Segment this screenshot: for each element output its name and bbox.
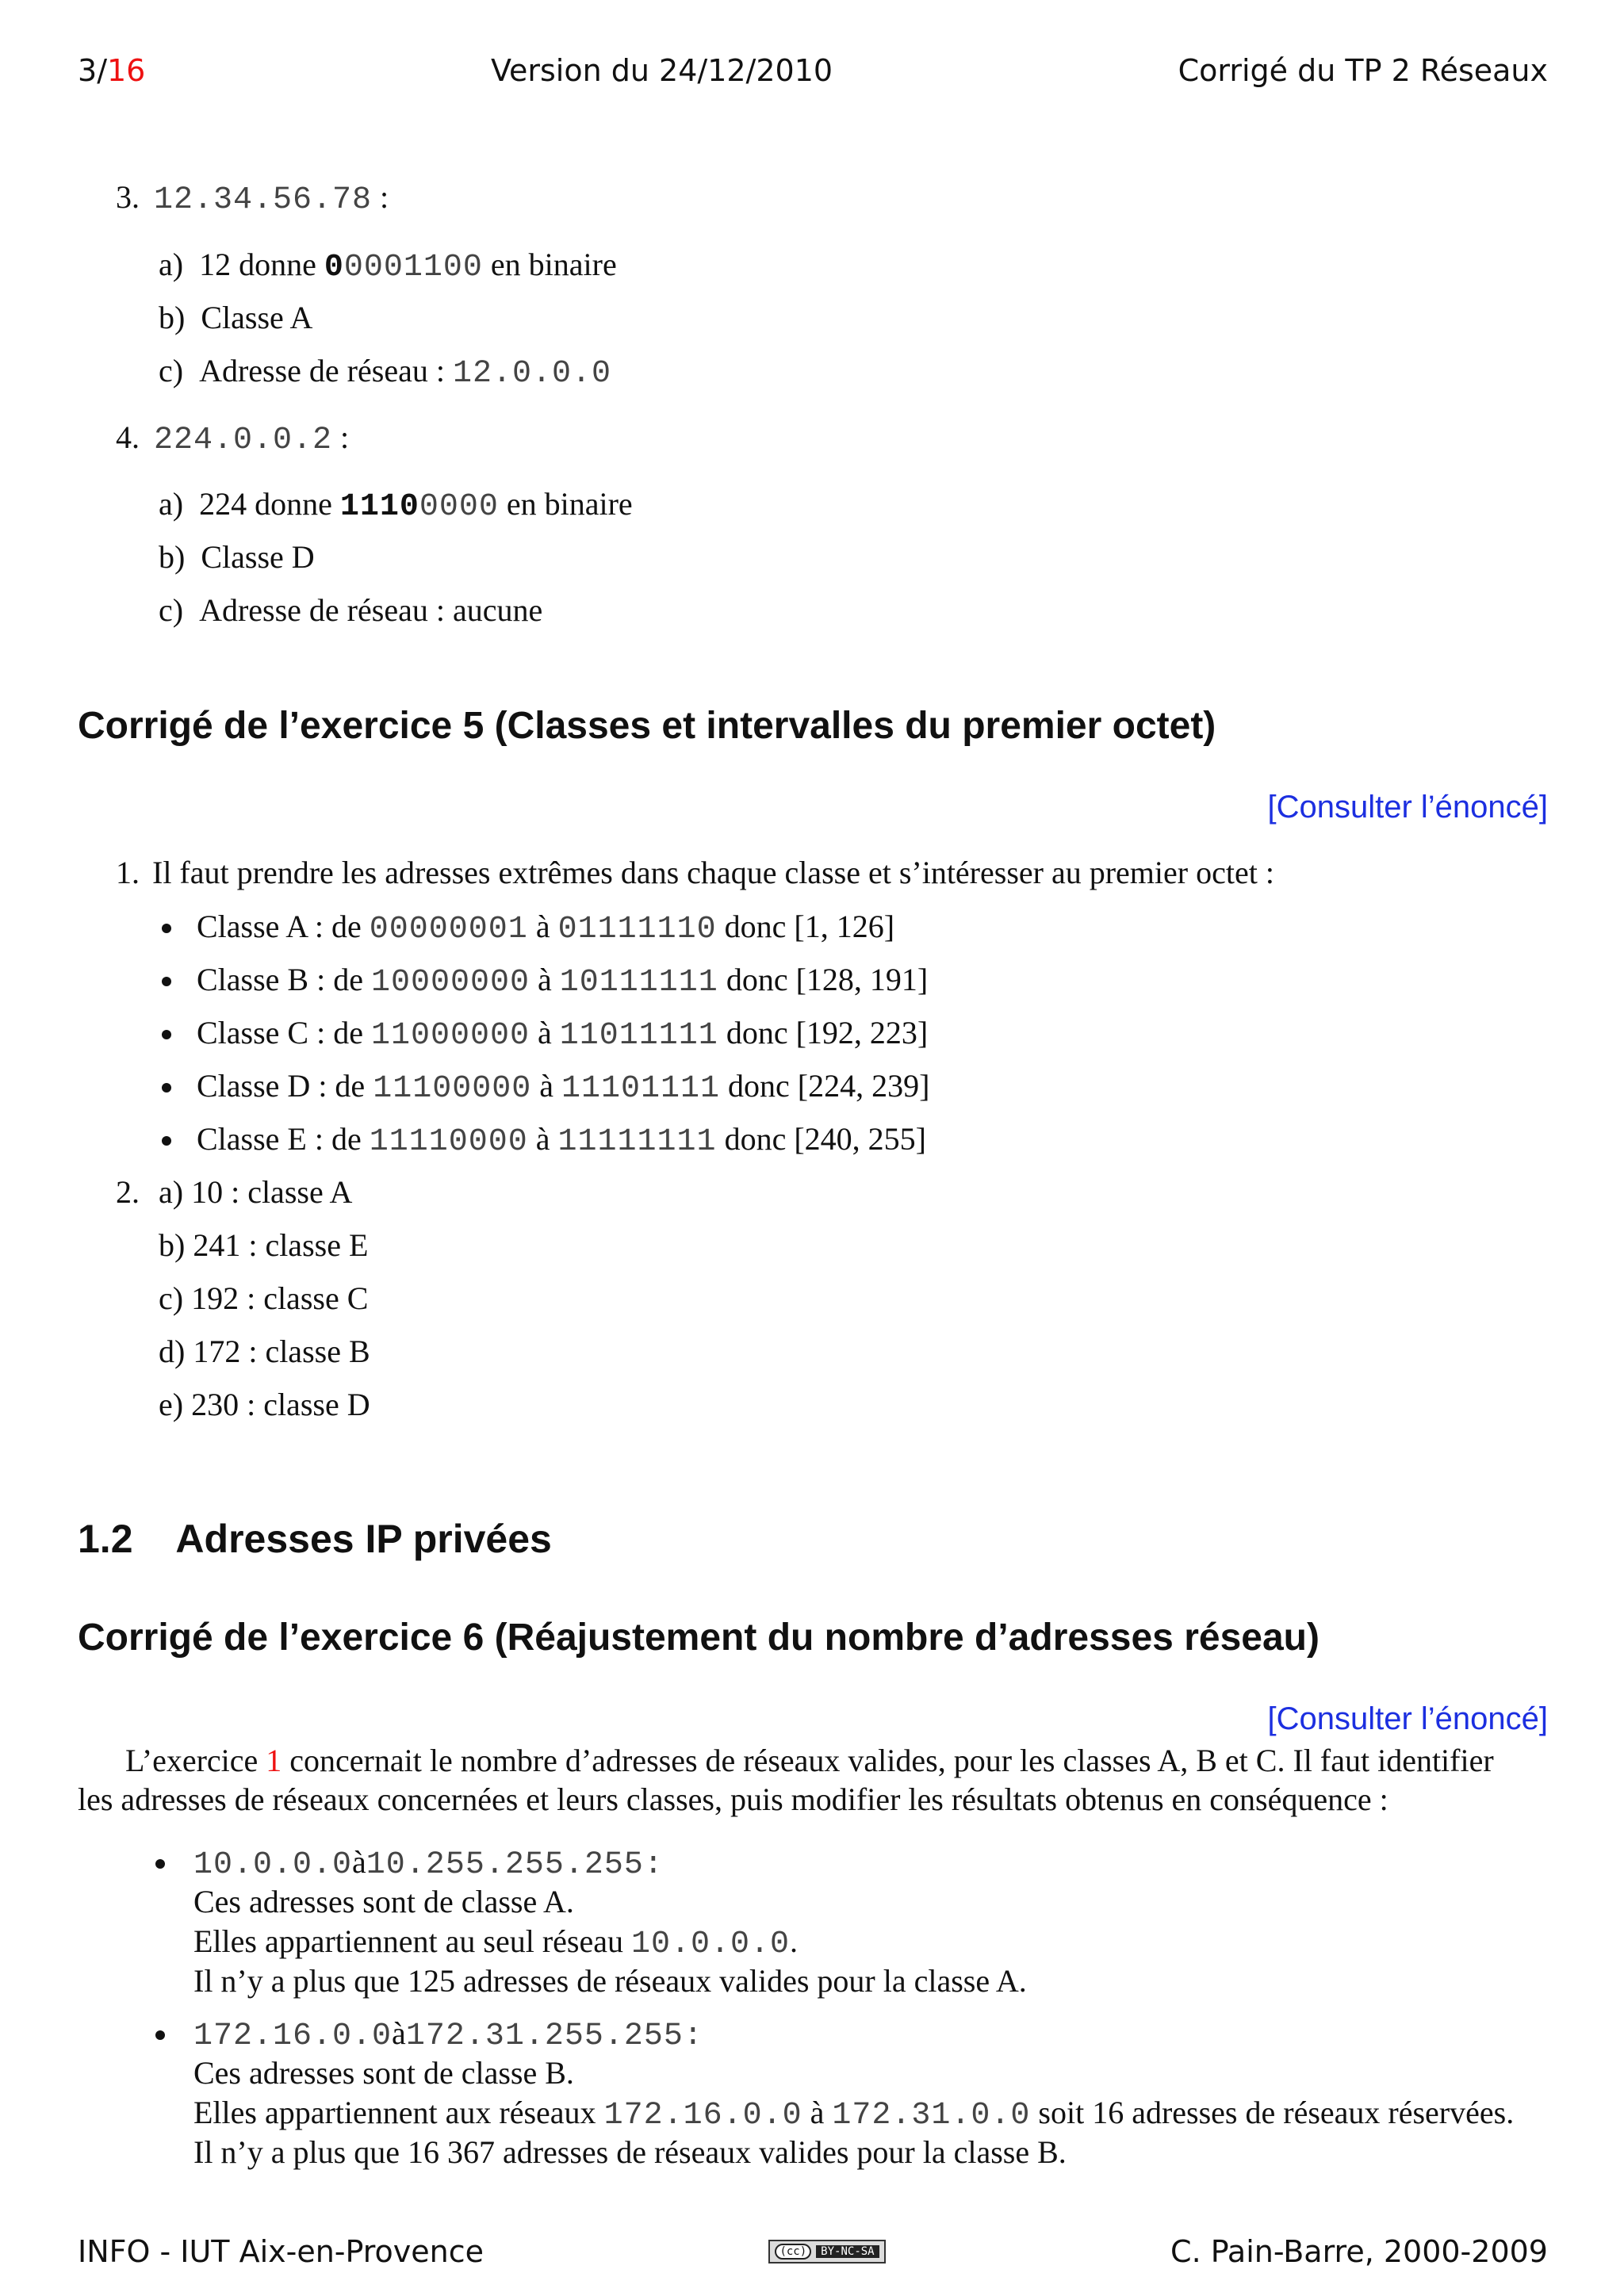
class-bits: 1110 (339, 489, 419, 525)
item-number: 2. (116, 1174, 140, 1210)
decimal-range: [192, 223] (795, 1015, 929, 1050)
bullet (162, 977, 171, 986)
private-range-b-line-1: Ces adresses sont de classe B. (193, 2055, 574, 2091)
range-word: à (527, 909, 558, 944)
octet-class-item (159, 1333, 370, 1370)
range-end-binary: 11111111 (557, 1124, 717, 1160)
section-number: 1.2 (78, 1517, 133, 1561)
private-range-b-line-3: Il n’y a plus que 16 367 adresses de réseaux valides pour la classe B. (193, 2134, 1067, 2170)
range-start-binary: 11100000 (373, 1071, 532, 1107)
octet-class-item (159, 1173, 352, 1211)
sub-label: c) (159, 1280, 184, 1316)
text: Elles appartiennent aux réseaux (193, 2095, 604, 2130)
network-address: 12.0.0.0 (452, 356, 611, 392)
ex5-question-2 (116, 1173, 140, 1211)
document-title: Corrigé du TP 2 Réseaux (1178, 53, 1548, 88)
consult-statement-link[interactable]: [Consulter l’énoncé] (1267, 790, 1548, 825)
range-end: 10.255.255.255 (366, 1847, 644, 1883)
class-range-item (197, 1120, 926, 1160)
range-end-binary: 11101111 (561, 1071, 721, 1107)
text: soit 16 adresses de réseaux réservées. (1030, 2095, 1515, 2130)
exercise-6-title: Corrigé de l’exercice 6 (Réajustement du nombre d’adresses réseau) (78, 1617, 1320, 1659)
sub-label: c) (159, 592, 184, 628)
sub-label: d) (159, 1334, 186, 1369)
octet-class-text: 192 : classe C (191, 1280, 369, 1316)
sub-label: a) (159, 247, 184, 282)
private-range-a-line-1: Ces adresses sont de classe A. (193, 1884, 574, 1919)
range-word: à (527, 1121, 558, 1157)
cc-logo-icon: (cc) (775, 2244, 811, 2260)
private-range-a-line-2 (193, 1923, 798, 1962)
exercise-5-title: Corrigé de l’exercice 5 (Classes et intervalles du premier octet) (78, 705, 1216, 747)
colon: : (340, 419, 350, 455)
private-range-b-line-2 (193, 2094, 1514, 2133)
sub-label: b) (159, 300, 186, 335)
page-current: 3 (78, 53, 98, 88)
consult-statement-link[interactable]: [Consulter l’énoncé] (1267, 1701, 1548, 1736)
octet-class-text: 172 : classe B (193, 1334, 370, 1369)
class-label: Classe C : de (197, 1015, 371, 1050)
donc-word: donc (716, 909, 795, 944)
donc-word: donc (720, 1068, 798, 1104)
item-4a (159, 485, 633, 525)
private-range-a-line-3: Il n’y a plus que 125 adresses de réseaux valides pour la classe A. (193, 1963, 1027, 1999)
private-range-b (193, 2015, 703, 2054)
remaining-bits: 0000 (419, 489, 499, 525)
page-header (78, 51, 1548, 90)
text: . (790, 1923, 799, 1959)
class-label: Classe D : de (197, 1068, 373, 1104)
item-4b (159, 538, 315, 576)
class-label: Classe B : de (197, 962, 371, 997)
binary-suffix-text: en binaire (482, 247, 617, 282)
range-start: 10.0.0.0 (193, 1847, 353, 1883)
range-word: à (531, 1068, 561, 1104)
donc-word: donc (718, 962, 796, 997)
donc-word: donc (716, 1121, 795, 1157)
class-text: Classe D (201, 539, 315, 575)
exercise-reference-link[interactable]: 1 (266, 1743, 282, 1778)
ip-address: 12.34.56.78 (154, 182, 373, 218)
decimal-range: [224, 239] (797, 1068, 930, 1104)
binary-suffix-text: en binaire (498, 486, 633, 522)
item-3a (159, 246, 617, 285)
bullet (162, 1030, 171, 1039)
page-total-link[interactable]: 16 (107, 53, 146, 88)
network-address: 10.0.0.0 (631, 1927, 791, 1962)
license-badge[interactable] (768, 2240, 885, 2263)
sub-label: b) (159, 1227, 186, 1263)
decimal-range: [1, 126] (794, 909, 895, 944)
network-address-text: Adresse de réseau : aucune (199, 592, 543, 628)
binary-prefix-text: 12 donne (199, 247, 324, 282)
item-3-heading (116, 178, 389, 218)
decimal-range: [240, 255] (794, 1121, 926, 1157)
item-3c (159, 352, 611, 392)
range-start-binary: 11000000 (370, 1018, 530, 1054)
section-title-text: Adresses IP privées (175, 1517, 552, 1561)
range-end-binary: 10111111 (559, 965, 718, 1001)
range-start: 172.16.0.0 (193, 2019, 393, 2054)
bullet (162, 924, 171, 933)
ip-address: 224.0.0.2 (154, 423, 333, 458)
sub-label: c) (159, 353, 184, 388)
octet-class-item (159, 1226, 368, 1264)
range-word: à (530, 962, 560, 997)
network-start: 172.16.0.0 (603, 2098, 802, 2133)
question-text: Il faut prendre les adresses extrêmes dans chaque classe et s’intéresser au premier octet : (152, 855, 1274, 890)
range-word: à (530, 1015, 560, 1050)
class-label: Classe E : de (197, 1121, 370, 1157)
range-start-binary: 10000000 (370, 965, 530, 1001)
class-range-item (197, 961, 928, 1001)
class-range-item (197, 908, 894, 947)
octet-class-text: 241 : classe E (193, 1227, 369, 1263)
class-range-item (197, 1014, 928, 1054)
bullet (155, 2030, 165, 2040)
item-4c (159, 591, 542, 629)
binary-prefix-text: 224 donne (199, 486, 340, 522)
sub-label: e) (159, 1387, 184, 1422)
remaining-bits: 0001100 (343, 250, 483, 285)
class-text: Classe A (201, 300, 313, 335)
donc-word: donc (718, 1015, 796, 1050)
item-number: 3. (116, 179, 140, 215)
octet-class-text: 230 : classe D (191, 1387, 370, 1422)
bullet (162, 1136, 171, 1146)
text: à (802, 2095, 833, 2130)
network-address-label: Adresse de réseau : (199, 353, 453, 388)
page-number (78, 53, 145, 88)
license-text: BY-NC-SA (816, 2245, 879, 2258)
class-label: Classe A : de (197, 909, 370, 944)
ex6-intro-line-1 (125, 1742, 1494, 1779)
intro-text: L’exercice (125, 1743, 266, 1778)
page-footer (78, 2232, 1548, 2271)
ex6-intro-line-2: les adresses de réseaux concernées et leurs classes, puis modifier les résultats obtenus en conséquence : (78, 1781, 1388, 1817)
decimal-range: [128, 191] (795, 962, 929, 997)
intro-text-cont: concernait le nombre d’adresses de réseaux valides, pour les classes A, B et C. Il faut identifier (282, 1743, 1494, 1778)
section-title (78, 1516, 552, 1562)
range-word: à (392, 2015, 406, 2051)
range-end-binary: 11011111 (559, 1018, 718, 1054)
octet-class-item (159, 1280, 368, 1317)
octet-class-item (159, 1386, 370, 1423)
item-number: 1. (116, 855, 140, 890)
sub-label: b) (159, 539, 186, 575)
text: Elles appartiennent au seul réseau (193, 1923, 631, 1959)
colon: : (683, 2019, 703, 2054)
bullet (162, 1083, 171, 1093)
ex5-question-1 (116, 854, 1274, 891)
private-range-a (193, 1843, 664, 1883)
item-3b (159, 299, 312, 336)
sub-label: a) (159, 1174, 184, 1210)
range-word: à (352, 1844, 366, 1880)
class-bits: 0 (324, 250, 344, 285)
network-end: 172.31.0.0 (832, 2098, 1031, 2133)
range-start-binary: 11110000 (369, 1124, 528, 1160)
colon: : (643, 1847, 664, 1883)
bullet (155, 1859, 165, 1869)
item-number: 4. (116, 419, 140, 455)
sub-label: a) (159, 486, 184, 522)
item-4-heading (116, 419, 349, 458)
author-copyright: C. Pain-Barre, 2000-2009 (1170, 2234, 1548, 2269)
class-range-item (197, 1067, 929, 1107)
range-start-binary: 00000001 (369, 912, 528, 947)
range-end-binary: 01111110 (557, 912, 717, 947)
institution: INFO - IUT Aix-en-Provence (78, 2234, 485, 2269)
version-text: Version du 24/12/2010 (490, 53, 833, 88)
colon: : (380, 179, 389, 215)
range-end: 172.31.255.255 (405, 2019, 684, 2054)
octet-class-text: 10 : classe A (191, 1174, 353, 1210)
page-separator: / (97, 53, 107, 88)
